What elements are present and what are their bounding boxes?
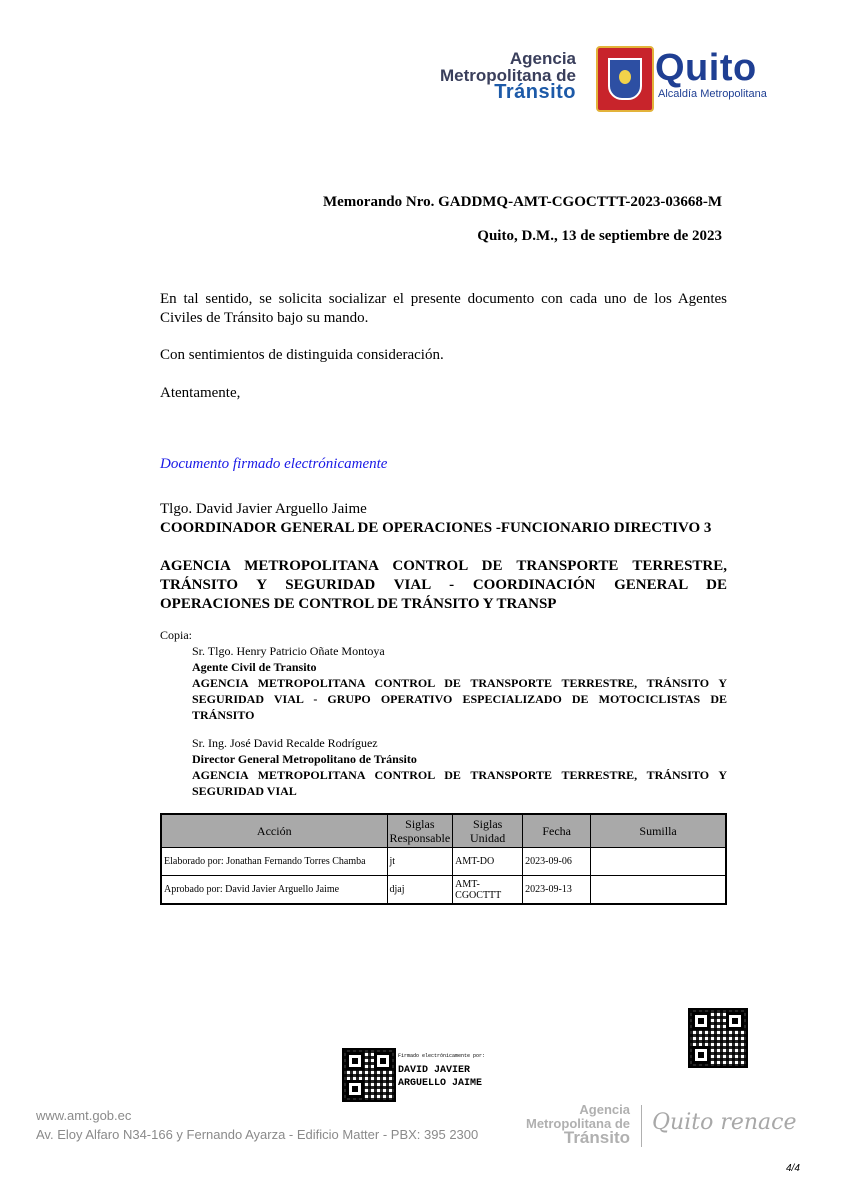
copy-recipient-role: Director General Metropolitano de Tránsito [192, 752, 417, 766]
signer-name: Tlgo. David Javier Arguello Jaime [160, 501, 367, 517]
signer-title: COORDINADOR GENERAL DE OPERACIONES -FUNCIONARIO DIRECTIVO 3 [160, 520, 712, 536]
quito-coat-of-arms-icon [596, 46, 654, 112]
copy-recipient [192, 735, 727, 799]
footer-amt-logo [508, 1103, 630, 1145]
footer-slogan: Quito renace [652, 1110, 797, 1135]
footer-address: Av. Eloy Alfaro N34-166 y Fernando Ayarza - Edificio Matter - PBX: 395 2300 [36, 1127, 479, 1142]
amt-logo-line2: Metropolitana de [439, 66, 576, 85]
quito-logo-word: Quito [655, 47, 757, 89]
footer-logo-line3: Tránsito [563, 1128, 630, 1147]
copy-recipient-role: Agente Civil de Transito [192, 660, 317, 674]
copy-recipient-organization: AGENCIA METROPOLITANA CONTROL DE TRANSPORTE TERRESTRE, TRÁNSITO Y SEGURIDAD VIAL [192, 768, 727, 798]
body-paragraph: En tal sentido, se solicita socializar el presente documento con cada uno de los Agentes Civiles de Tránsito bajo su mando. [160, 291, 727, 326]
table-cell: 2023-09-06 [523, 848, 591, 876]
table-cell: Elaborado por: Jonathan Fernando Torres Chamba [161, 848, 387, 876]
action-table [160, 813, 727, 905]
copy-recipient [192, 643, 727, 723]
page-number: 4/4 [786, 1163, 800, 1174]
memo-number: Memorando Nro. GADDMQ-AMT-CGOCTTT-2023-03668-M [322, 194, 722, 210]
copy-recipient-name: Sr. Ing. José David Recalde Rodríguez [192, 736, 378, 750]
table-cell: 2023-09-13 [523, 876, 591, 905]
table-header-row [161, 814, 726, 848]
table-header-cell: Siglas Responsable [387, 814, 453, 848]
table-header-cell: Siglas Unidad [453, 814, 523, 848]
quito-logo-subtitle: Alcaldía Metropolitana [658, 88, 767, 100]
body-paragraph: Con sentimientos de distinguida consideración. [160, 347, 444, 363]
footer-logo-line2: Metropolitana de [525, 1116, 630, 1131]
esign-note: Documento firmado electrónicamente [160, 456, 388, 472]
table-header-cell: Acción [161, 814, 387, 848]
footer-website: www.amt.gob.ec [36, 1108, 132, 1123]
signature-stamp-name-line1: DAVID JAVIER [398, 1065, 471, 1076]
amt-logo [424, 50, 576, 101]
table-cell: AMT-CGOCTTT [453, 876, 523, 905]
signature-qr-code-icon [342, 1048, 396, 1102]
table-row [161, 876, 726, 905]
amt-logo-line1: Agencia [509, 49, 576, 68]
footer-divider [641, 1105, 642, 1147]
copy-recipient-organization: AGENCIA METROPOLITANA CONTROL DE TRANSPORTE TERRESTRE, TRÁNSITO Y SEGURIDAD VIAL - GRUPO OPERATIVO ESPECIALIZADO DE MOTOCICLISTAS DE TRÁNSITO [192, 676, 727, 722]
table-cell: Aprobado por: David Javier Arguello Jaime [161, 876, 387, 905]
closing-text: Atentamente, [160, 385, 241, 401]
table-cell: jt [387, 848, 453, 876]
copies-label: Copia: [160, 628, 192, 642]
signature-stamp-label: Firmado electrónicamente por: [398, 1053, 486, 1059]
table-header-cell: Sumilla [591, 814, 726, 848]
table-cell: AMT-DO [453, 848, 523, 876]
table-cell: djaj [387, 876, 453, 905]
copy-recipient-name: Sr. Tlgo. Henry Patricio Oñate Montoya [192, 644, 385, 658]
footer-logo-line1: Agencia [579, 1102, 630, 1117]
table-row [161, 848, 726, 876]
memo-place-date: Quito, D.M., 13 de septiembre de 2023 [477, 228, 722, 244]
signature-stamp-name-line2: ARGUELLO JAIME [398, 1078, 483, 1089]
amt-logo-line3: Tránsito [494, 81, 576, 103]
signature-stamp-name [398, 1064, 482, 1090]
table-cell [591, 876, 726, 905]
table-header-cell: Fecha [523, 814, 591, 848]
signer-organization: AGENCIA METROPOLITANA CONTROL DE TRANSPORTE TERRESTRE, TRÁNSITO Y SEGURIDAD VIAL - COORDINACIÓN GENERAL DE OPERACIONES DE CONTROL DE TRÁNSITO Y TRANSP [160, 558, 727, 612]
table-cell [591, 848, 726, 876]
qr-code-icon [688, 1008, 748, 1068]
